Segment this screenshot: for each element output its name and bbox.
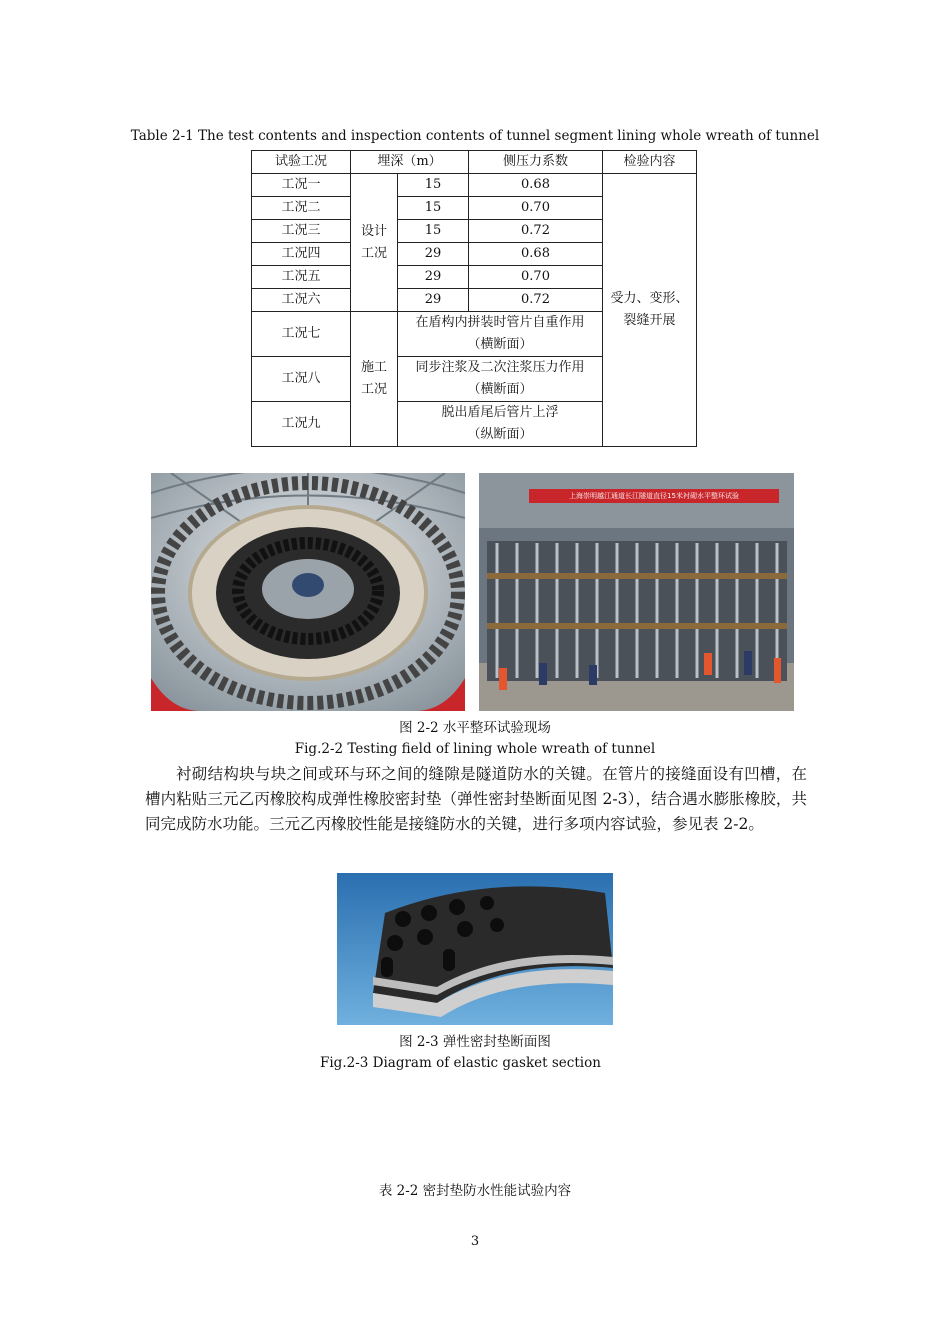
description-line: 同步注浆及二次注浆压力作用 xyxy=(415,360,585,375)
case-cell: 工况七 xyxy=(252,312,351,357)
fig-2-2-caption-en: Fig.2-2 Testing field of lining whole wreath of tunnel xyxy=(294,741,656,757)
inspection-cell xyxy=(603,174,697,447)
group-label: 工况 xyxy=(360,245,387,261)
group-label: 设计 xyxy=(360,223,387,239)
coef-cell: 0.72 xyxy=(469,289,603,312)
description-line: （横断面） xyxy=(467,382,533,397)
coef-cell: 0.70 xyxy=(469,266,603,289)
coef-cell: 0.68 xyxy=(469,174,603,197)
case-cell: 工况一 xyxy=(252,174,351,197)
design-group-cell xyxy=(351,174,398,312)
ring-test-side-photo xyxy=(479,473,794,711)
body-paragraph: 衬砌结构块与块之间或环与环之间的缝隙是隧道防水的关键。在管片的接缝面设有凹槽，在槽内粘贴三元乙丙橡胶构成弹性橡胶密封垫（弹性密封垫断面见图 2-3），结合遇水膨胀橡胶，共同完成防水功能。三元乙丙橡胶性能是接缝防水的关键，进行多项内容试验，参见表 2-2。 xyxy=(145,765,807,833)
inspection-label: 裂缝开展 xyxy=(623,313,676,328)
header-cell: 检验内容 xyxy=(603,151,697,174)
depth-cell: 29 xyxy=(398,243,469,266)
depth-cell: 29 xyxy=(398,266,469,289)
coef-cell: 0.70 xyxy=(469,197,603,220)
construction-group-cell xyxy=(351,312,398,447)
depth-cell: 15 xyxy=(398,197,469,220)
group-label: 工况 xyxy=(360,382,387,397)
case-cell: 工况二 xyxy=(252,197,351,220)
coef-cell: 0.68 xyxy=(469,243,603,266)
depth-cell: 29 xyxy=(398,289,469,312)
fig-2-3-caption-en: Fig.2-3 Diagram of elastic gasket section xyxy=(320,1055,601,1071)
fig-2-2-caption-cn: 图 2-2 水平整环试验现场 xyxy=(399,720,551,736)
case-cell: 工况六 xyxy=(252,289,351,312)
description-cell xyxy=(398,357,603,402)
page-number: 3 xyxy=(470,1234,480,1249)
group-label: 施工 xyxy=(360,360,387,375)
header-cell: 试验工况 xyxy=(252,151,351,174)
banner-text: 上海崇明越江通道长江隧道直径15米衬砌水平整环试验 xyxy=(569,492,739,500)
table-2-1-caption: Table 2-1 The test contents and inspection contents of tunnel segment lining whole wreath of tunnel xyxy=(130,128,820,144)
description-line: 在盾构内拼装时管片自重作用 xyxy=(415,315,585,330)
case-cell: 工况五 xyxy=(252,266,351,289)
fig-2-3-caption-cn: 图 2-3 弹性密封垫断面图 xyxy=(399,1034,551,1050)
test-conditions-table xyxy=(251,150,697,447)
case-cell: 工况四 xyxy=(252,243,351,266)
gasket-section-photo xyxy=(337,873,613,1025)
inspection-label: 受力、变形、 xyxy=(610,291,689,306)
header-cell: 侧压力系数 xyxy=(469,151,603,174)
depth-cell: 15 xyxy=(398,220,469,243)
case-cell: 工况三 xyxy=(252,220,351,243)
depth-cell: 15 xyxy=(398,174,469,197)
table-2-2-caption: 表 2-2 密封垫防水性能试验内容 xyxy=(378,1183,572,1199)
description-line: （横断面） xyxy=(467,337,533,352)
description-line: （纵断面） xyxy=(467,427,533,442)
coef-cell: 0.72 xyxy=(469,220,603,243)
case-cell: 工况八 xyxy=(252,357,351,402)
description-line: 脱出盾尾后管片上浮 xyxy=(441,405,559,420)
header-cell: 埋深（m） xyxy=(351,151,469,174)
case-cell: 工况九 xyxy=(252,402,351,447)
ring-test-aerial-photo xyxy=(151,473,465,711)
description-cell xyxy=(398,312,603,357)
description-cell xyxy=(398,402,603,447)
